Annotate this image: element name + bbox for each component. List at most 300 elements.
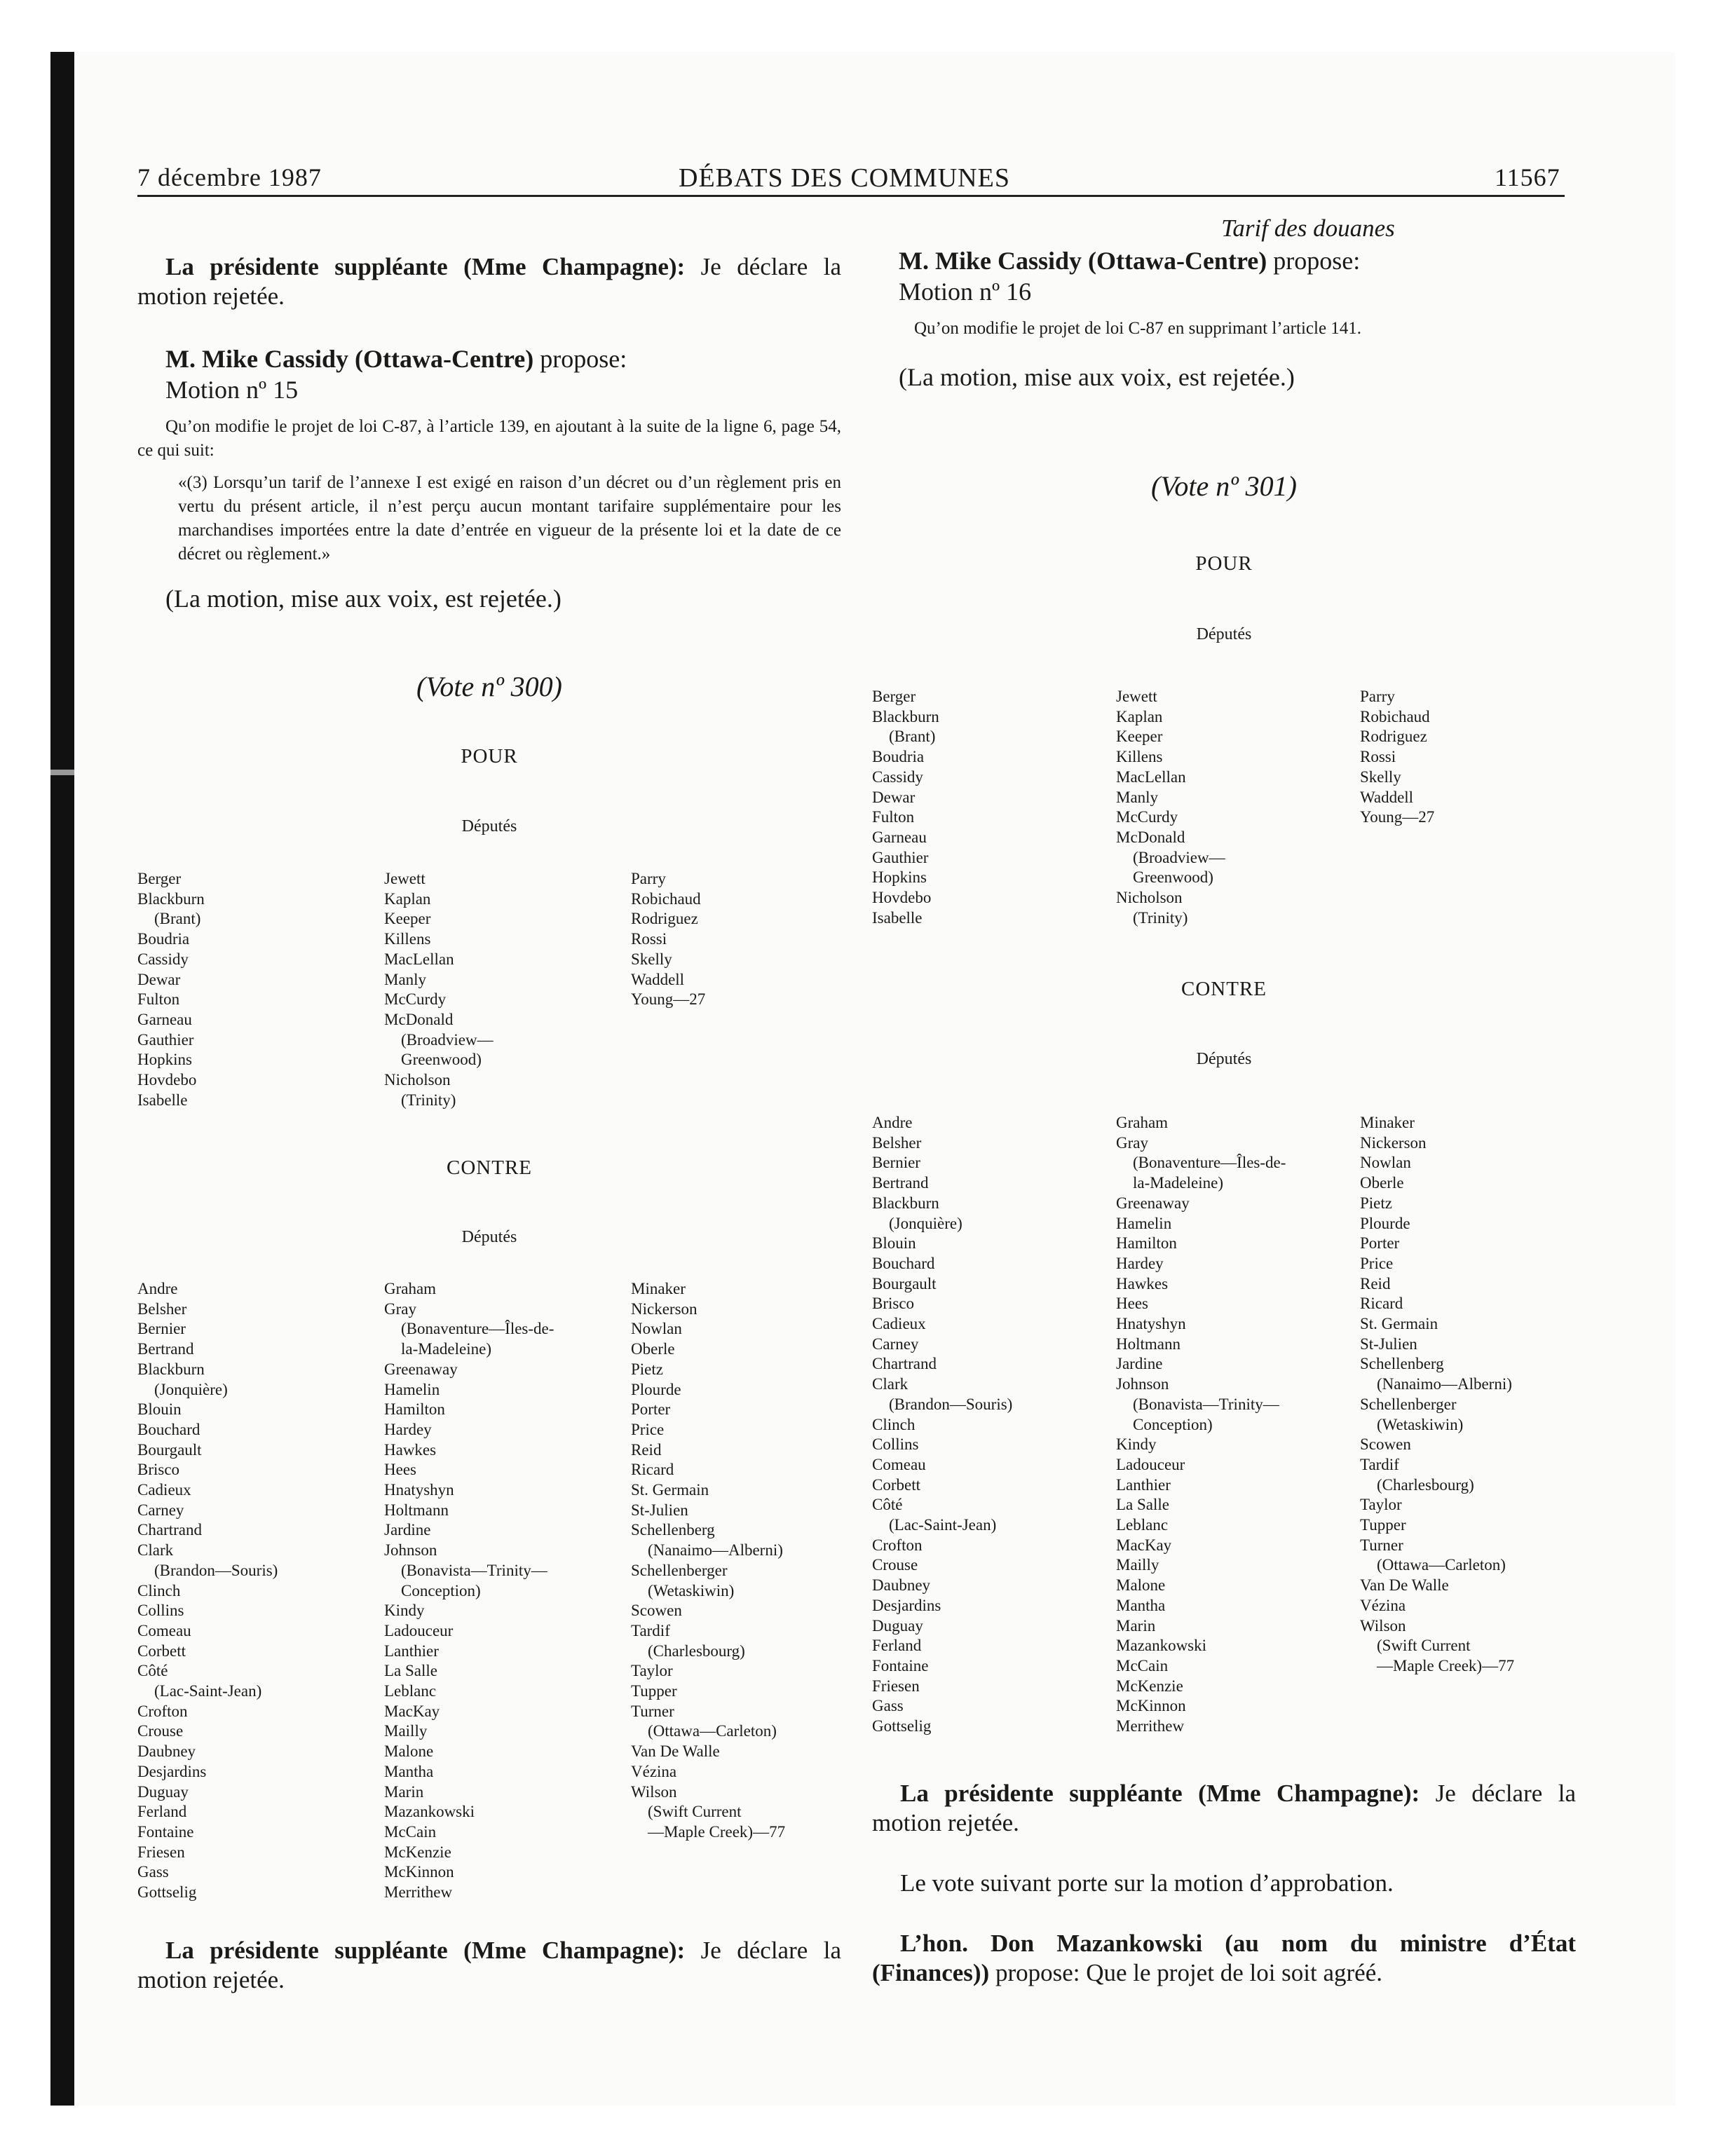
member-name: Kaplan [1116, 707, 1163, 725]
member-name: Bernier [137, 1320, 186, 1338]
scan-edge-gap [50, 770, 74, 775]
member-name: Malone [384, 1742, 434, 1761]
member-name: Taylor [631, 1662, 673, 1680]
member-name: La Salle [1116, 1496, 1169, 1514]
member-name: MacLellan [384, 950, 454, 968]
member-name: Bertrand [137, 1340, 194, 1358]
pour-sub-block [137, 817, 841, 836]
member-name: Hardey [384, 1420, 432, 1438]
contre-subheading: Députés [461, 1228, 517, 1246]
riding-label: (Wetaskiwin) [648, 1581, 735, 1599]
member-name: Graham [384, 1280, 437, 1297]
member-name: Manly [384, 970, 427, 988]
motion-quote: «(3) Lorsqu’un tarif de l’annexe I est exigé en raison d’un décret ou d’un règlement pris en vertu du présent article, il n’est perçu aucun montant tarifaire supplémentaire pour les marchandises importées entre la date d’entrée en vigueur de la présente loi et la date de ce décret ou règlement.» [178, 473, 841, 564]
pour-subheading: Députés [461, 817, 517, 835]
member-name: Tupper [631, 1682, 677, 1700]
member-name: Ladouceur [384, 1621, 454, 1639]
member-name: Fontaine [872, 1656, 929, 1674]
member-name: Andre [872, 1114, 913, 1131]
member-name: Blackburn [137, 1360, 205, 1378]
member-name: Crouse [872, 1556, 918, 1574]
member-name: Carney [137, 1501, 184, 1519]
member-name: Waddell [1360, 788, 1414, 806]
contre-column-1 [872, 1113, 1096, 1737]
contre-subheading: Députés [1196, 1050, 1252, 1068]
member-name: Holtmann [384, 1501, 449, 1519]
member-name: Young—27 [631, 990, 706, 1009]
riding-label: (Broadview— [401, 1030, 494, 1049]
member-name: Blackburn [872, 1194, 939, 1212]
member-name: Hees [384, 1461, 416, 1479]
member-name: Minaker [631, 1280, 686, 1297]
member-name: Berger [872, 688, 916, 705]
riding-label: —Maple Creek)—77 [1377, 1656, 1515, 1674]
member-name: Comeau [872, 1455, 926, 1473]
member-name: Bertrand [872, 1174, 929, 1192]
member-name: Merrithew [1116, 1717, 1185, 1735]
member-name: Vézina [1360, 1596, 1406, 1614]
member-name: Bourgault [872, 1274, 937, 1292]
member-name: Rossi [1360, 748, 1396, 766]
member-name: Côté [137, 1662, 168, 1680]
contre-sub-block-301 [872, 1050, 1576, 1069]
member-name: Blackburn [872, 707, 939, 725]
member-name: St-Julien [631, 1501, 688, 1519]
riding-label: (Bonavista—Trinity— [401, 1561, 547, 1579]
member-name: Brisco [872, 1295, 915, 1313]
member-name: Bouchard [872, 1254, 935, 1272]
member-name: Jardine [384, 1521, 431, 1539]
member-name: Porter [631, 1400, 671, 1419]
riding-label: (Bonavista—Trinity— [1133, 1395, 1279, 1413]
proposer-verb: propose: [1273, 247, 1361, 275]
header-title: DÉBATS DES COMMUNES [679, 163, 1010, 193]
header-rule [137, 195, 1565, 197]
pour-column-2 [384, 869, 608, 1110]
member-name: Wilson [1360, 1616, 1406, 1635]
member-name: Mazankowski [1116, 1637, 1207, 1655]
member-name: Cadieux [872, 1315, 926, 1333]
member-name: Jewett [384, 870, 426, 887]
riding-label: (Jonquière) [889, 1214, 962, 1232]
left-column [137, 252, 841, 614]
member-name: Belsher [137, 1299, 187, 1318]
member-name: Hardey [1116, 1254, 1164, 1272]
member-name: Collins [137, 1602, 184, 1620]
final-speaker: L’hon. Don Mazankowski (au nom du ministre d’État (Finances)) [872, 1930, 1576, 1986]
header-date: 7 décembre 1987 [137, 163, 322, 191]
proposer-line [899, 245, 1576, 276]
member-name: Lanthier [1116, 1475, 1171, 1494]
member-name: Cassidy [137, 950, 189, 968]
member-name: Hovdebo [872, 889, 932, 907]
member-name: St. Germain [1360, 1315, 1438, 1333]
member-name: Lanthier [384, 1642, 439, 1660]
riding-label: Greenwood) [401, 1051, 482, 1069]
riding-label: (Ottawa—Carleton) [1377, 1556, 1506, 1574]
member-name: Schellenberg [1360, 1355, 1444, 1373]
member-name: Holtmann [1116, 1335, 1181, 1353]
member-name: Blouin [137, 1400, 182, 1419]
member-name: Chartrand [137, 1521, 202, 1539]
member-name: Turner [1360, 1536, 1403, 1554]
member-name: Corbett [872, 1475, 920, 1494]
member-name: Jewett [1116, 688, 1157, 705]
contre-sub-block [137, 1228, 841, 1247]
chair-statement-1 [137, 252, 841, 311]
member-name: Keeper [1116, 728, 1163, 746]
pour-heading-block-301 [872, 552, 1576, 575]
chair-statement-2 [137, 1936, 841, 1995]
member-name: Ricard [631, 1461, 674, 1479]
pour-column-1 [872, 687, 1096, 928]
contre-heading-block-301 [872, 978, 1576, 1001]
member-name: Mailly [384, 1722, 428, 1740]
member-name: Oberle [631, 1340, 675, 1358]
riding-label: (Lac-Saint-Jean) [154, 1682, 262, 1700]
contre-heading-block [137, 1157, 841, 1180]
final-text: propose: Que le projet de loi soit agréé. [995, 1959, 1383, 1986]
member-name: Belsher [872, 1133, 922, 1152]
member-name: Plourde [1360, 1214, 1410, 1232]
member-name: Mantha [384, 1762, 434, 1780]
member-name: Parry [631, 870, 666, 887]
vote-title: (Vote nº 301) [1151, 470, 1297, 502]
vote-300-block [137, 670, 841, 703]
member-name: Dewar [872, 788, 916, 806]
member-name: Young—27 [1360, 808, 1435, 826]
member-name: Dewar [137, 970, 181, 988]
chair-statement-2-block [137, 1936, 841, 1995]
riding-label: (Trinity) [1133, 908, 1188, 927]
member-name: Gass [872, 1697, 904, 1715]
member-name: Killens [1116, 748, 1163, 766]
vote-title: (Vote nº 300) [416, 671, 562, 702]
member-name: Johnson [1116, 1375, 1169, 1393]
section-title: Tarif des douanes [1221, 214, 1395, 242]
member-name: Clinch [872, 1415, 916, 1433]
pour-column-3 [1360, 687, 1584, 828]
chair-speaker: La présidente suppléante (Mme Champagne): [165, 1937, 686, 1964]
pour-heading-block [137, 745, 841, 768]
member-name: Fulton [872, 808, 915, 826]
member-name: Reid [631, 1440, 662, 1459]
riding-label: (Jonquière) [154, 1380, 228, 1398]
member-name: McDonald [384, 1010, 454, 1028]
riding-label: la-Madeleine) [1133, 1174, 1223, 1192]
member-name: Fulton [137, 990, 180, 1009]
pour-column-3 [631, 869, 855, 1010]
member-name: Price [1360, 1254, 1394, 1272]
member-name: Leblanc [1116, 1516, 1169, 1534]
riding-label: Greenwood) [1133, 868, 1213, 887]
member-name: McCurdy [384, 990, 447, 1009]
riding-label: (Nanaimo—Alberni) [1377, 1375, 1512, 1393]
member-name: Nicholson [1116, 889, 1183, 907]
member-name: Gass [137, 1863, 169, 1881]
member-name: McCurdy [1116, 808, 1178, 826]
member-name: Duguay [137, 1782, 189, 1801]
member-name: Desjardins [137, 1762, 207, 1780]
riding-label: (Brant) [154, 910, 201, 928]
member-name: Porter [1360, 1234, 1400, 1253]
header-page-number: 11567 [1495, 163, 1560, 191]
member-name: Daubney [872, 1576, 931, 1595]
pour-column-2 [1116, 687, 1340, 928]
member-name: Hopkins [872, 868, 927, 887]
motion-text: Qu’on modifie le projet de loi C-87, à l’article 139, en ajoutant à la suite de la ligne 6, page 54, ce qui suit: [137, 417, 841, 460]
member-name: Clark [137, 1541, 174, 1560]
contre-column-2 [1116, 1113, 1340, 1737]
member-name: Friesen [137, 1843, 185, 1861]
member-name: Duguay [872, 1616, 923, 1635]
member-name: Hamelin [1116, 1214, 1172, 1232]
member-name: Hnatyshyn [1116, 1315, 1186, 1333]
member-name: Corbett [137, 1642, 186, 1660]
member-name: Mazankowski [384, 1803, 475, 1821]
vote-301-block [872, 470, 1576, 503]
riding-label: (Swift Current [1377, 1637, 1471, 1655]
member-name: Wilson [631, 1782, 677, 1801]
contre-column-2 [384, 1279, 608, 1903]
chair-statement-3 [872, 1779, 1576, 1838]
chair-text: Je déclare la motion rejetée. [872, 1780, 1576, 1836]
motion-result: (La motion, mise aux voix, est rejetée.) [899, 363, 1295, 391]
pour-heading: POUR [461, 745, 518, 767]
riding-label: Conception) [1133, 1415, 1213, 1433]
riding-label: Conception) [401, 1581, 481, 1599]
member-name: Gauthier [137, 1030, 194, 1049]
member-name: McKenzie [1116, 1677, 1183, 1695]
motion-number: Motion nº 16 [899, 278, 1032, 306]
member-name: Price [631, 1420, 665, 1438]
member-name: Ferland [137, 1803, 187, 1821]
member-name: Blackburn [137, 889, 205, 908]
member-name: Minaker [1360, 1114, 1415, 1131]
riding-label: (Wetaskiwin) [1377, 1415, 1464, 1433]
member-name: Hamilton [1116, 1234, 1177, 1253]
final-statement [872, 1929, 1576, 1988]
member-name: Gray [384, 1299, 416, 1318]
contre-heading: CONTRE [447, 1157, 532, 1179]
riding-label: —Maple Creek)—77 [648, 1822, 786, 1841]
right-column [872, 214, 1576, 393]
pour-heading: POUR [1195, 552, 1253, 575]
member-name: Taylor [1360, 1496, 1402, 1514]
proposer-name: M. Mike Cassidy (Ottawa-Centre) [899, 247, 1267, 275]
chair-speaker: La présidente suppléante (Mme Champagne): [165, 253, 686, 280]
member-name: Rossi [631, 930, 667, 948]
member-name: Skelly [631, 950, 672, 968]
member-name: Collins [872, 1435, 919, 1454]
member-name: Clinch [137, 1581, 181, 1599]
member-name: Hovdebo [137, 1071, 197, 1089]
riding-label: (Trinity) [401, 1091, 456, 1109]
pour-subheading: Députés [1196, 625, 1252, 643]
member-name: Isabelle [137, 1091, 188, 1109]
member-name: Robichaud [631, 889, 701, 908]
pour-sub-block-301 [872, 625, 1576, 644]
member-name: Turner [631, 1702, 674, 1720]
member-name: Reid [1360, 1274, 1391, 1292]
riding-label: (Charlesbourg) [1377, 1475, 1474, 1494]
proposer-verb: propose: [540, 345, 627, 373]
member-name: Andre [137, 1280, 178, 1297]
proposer-line [165, 343, 841, 374]
riding-label: (Nanaimo—Alberni) [648, 1541, 783, 1560]
member-name: Garneau [872, 828, 927, 846]
motion-result: (La motion, mise aux voix, est rejetée.) [165, 585, 562, 613]
member-name: Bernier [872, 1154, 920, 1172]
riding-label: (Charlesbourg) [648, 1642, 745, 1660]
member-name: Bouchard [137, 1420, 200, 1438]
member-name: Schellenberg [631, 1521, 715, 1539]
pour-column-1 [137, 869, 362, 1110]
member-name: Graham [1116, 1114, 1169, 1131]
member-name: MacKay [1116, 1536, 1172, 1554]
member-name: McKinnon [1116, 1697, 1186, 1715]
member-name: Scowen [631, 1602, 682, 1620]
member-name: St. Germain [631, 1481, 709, 1499]
member-name: Carney [872, 1335, 919, 1353]
member-name: Chartrand [872, 1355, 937, 1373]
member-name: MacLellan [1116, 767, 1186, 786]
member-name: McCain [1116, 1656, 1169, 1674]
member-name: Gauthier [872, 848, 929, 866]
proposer-name: M. Mike Cassidy (Ottawa-Centre) [165, 345, 534, 373]
member-name: Van De Walle [1360, 1576, 1449, 1595]
next-vote-statement: Le vote suivant porte sur la motion d’approbation. [900, 1869, 1394, 1897]
contre-heading: CONTRE [1181, 978, 1267, 1000]
member-name: Manly [1116, 788, 1159, 806]
member-name: Crofton [137, 1702, 188, 1720]
member-name: Kaplan [384, 889, 431, 908]
member-name: MacKay [384, 1702, 440, 1720]
member-name: Waddell [631, 970, 685, 988]
member-name: McDonald [1116, 828, 1185, 846]
member-name: Ladouceur [1116, 1455, 1185, 1473]
riding-label: (Lac-Saint-Jean) [889, 1516, 997, 1534]
riding-label: (Swift Current [648, 1803, 742, 1821]
member-name: Cadieux [137, 1481, 191, 1499]
member-name: Schellenberger [1360, 1395, 1457, 1413]
member-name: Desjardins [872, 1596, 941, 1614]
member-name: Greenaway [384, 1360, 458, 1378]
member-name: Hawkes [1116, 1274, 1169, 1292]
member-name: McKinnon [384, 1863, 454, 1881]
member-name: Gottselig [137, 1883, 197, 1902]
member-name: Ferland [872, 1637, 922, 1655]
member-name: Kindy [384, 1602, 425, 1620]
member-name: Keeper [384, 910, 431, 928]
member-name: Berger [137, 870, 182, 887]
member-name: Kindy [1116, 1435, 1157, 1454]
contre-column-3 [631, 1279, 855, 1843]
member-name: Hopkins [137, 1051, 192, 1069]
member-name: Killens [384, 930, 431, 948]
member-name: Rodriguez [631, 910, 698, 928]
member-name: Boudria [872, 748, 925, 766]
member-name: Vézina [631, 1762, 677, 1780]
member-name: Johnson [384, 1541, 437, 1560]
riding-label: la-Madeleine) [401, 1340, 491, 1358]
member-name: Nickerson [631, 1299, 698, 1318]
member-name: Tardif [631, 1621, 670, 1639]
motion-text: Qu’on modifie le projet de loi C-87 en supprimant l’article 141. [914, 319, 1362, 338]
member-name: Marin [1116, 1616, 1156, 1635]
member-name: Fontaine [137, 1822, 194, 1841]
member-name: Hnatyshyn [384, 1481, 454, 1499]
member-name: Marin [384, 1782, 424, 1801]
member-name: Bourgault [137, 1440, 202, 1459]
member-name: Comeau [137, 1621, 191, 1639]
member-name: Parry [1360, 688, 1395, 705]
scan-edge-bar [50, 52, 74, 2106]
member-name: Mantha [1116, 1596, 1166, 1614]
member-name: Van De Walle [631, 1742, 720, 1761]
riding-label: (Bonaventure—Îles-de- [401, 1320, 554, 1338]
member-name: Garneau [137, 1010, 192, 1028]
member-name: Hamilton [384, 1400, 445, 1419]
member-name: McCain [384, 1822, 437, 1841]
member-name: Nicholson [384, 1071, 451, 1089]
member-name: Scowen [1360, 1435, 1411, 1454]
riding-label: (Broadview— [1133, 848, 1225, 866]
member-name: Crouse [137, 1722, 184, 1740]
member-name: Merrithew [384, 1883, 453, 1902]
member-name: Pietz [631, 1360, 663, 1378]
member-name: Pietz [1360, 1194, 1392, 1212]
member-name: Tardif [1360, 1455, 1399, 1473]
member-name: Boudria [137, 930, 190, 948]
member-name: Gottselig [872, 1717, 932, 1735]
member-name: La Salle [384, 1662, 437, 1680]
member-name: Jardine [1116, 1355, 1163, 1373]
member-name: Crofton [872, 1536, 923, 1554]
member-name: Mailly [1116, 1556, 1159, 1574]
member-name: Côté [872, 1496, 903, 1514]
contre-column-3 [1360, 1113, 1584, 1677]
member-name: Hamelin [384, 1380, 440, 1398]
member-name: Malone [1116, 1576, 1166, 1595]
member-name: Isabelle [872, 908, 923, 927]
member-name: Ricard [1360, 1295, 1403, 1313]
member-name: Robichaud [1360, 707, 1430, 725]
member-name: McKenzie [384, 1843, 451, 1861]
member-name: Tupper [1360, 1516, 1406, 1534]
member-name: Clark [872, 1375, 909, 1393]
member-name: Friesen [872, 1677, 920, 1695]
member-name: Rodriguez [1360, 728, 1427, 746]
chair-speaker: La présidente suppléante (Mme Champagne): [900, 1780, 1420, 1807]
member-name: Nowlan [631, 1320, 682, 1338]
chair-text: Je déclare la motion rejetée. [137, 1937, 841, 1993]
member-name: St-Julien [1360, 1335, 1417, 1353]
member-name: Cassidy [872, 767, 923, 786]
contre-column-1 [137, 1279, 362, 1903]
member-name: Schellenberger [631, 1561, 728, 1579]
member-name: Nickerson [1360, 1133, 1427, 1152]
member-name: Blouin [872, 1234, 916, 1253]
right-closing [872, 1779, 1576, 1988]
member-name: Skelly [1360, 767, 1401, 786]
motion-number: Motion nº 15 [165, 376, 299, 404]
member-name: Hees [1116, 1295, 1148, 1313]
member-name: Plourde [631, 1380, 681, 1398]
riding-label: (Ottawa—Carleton) [648, 1722, 777, 1740]
member-name: Daubney [137, 1742, 196, 1761]
member-name: Nowlan [1360, 1154, 1411, 1172]
